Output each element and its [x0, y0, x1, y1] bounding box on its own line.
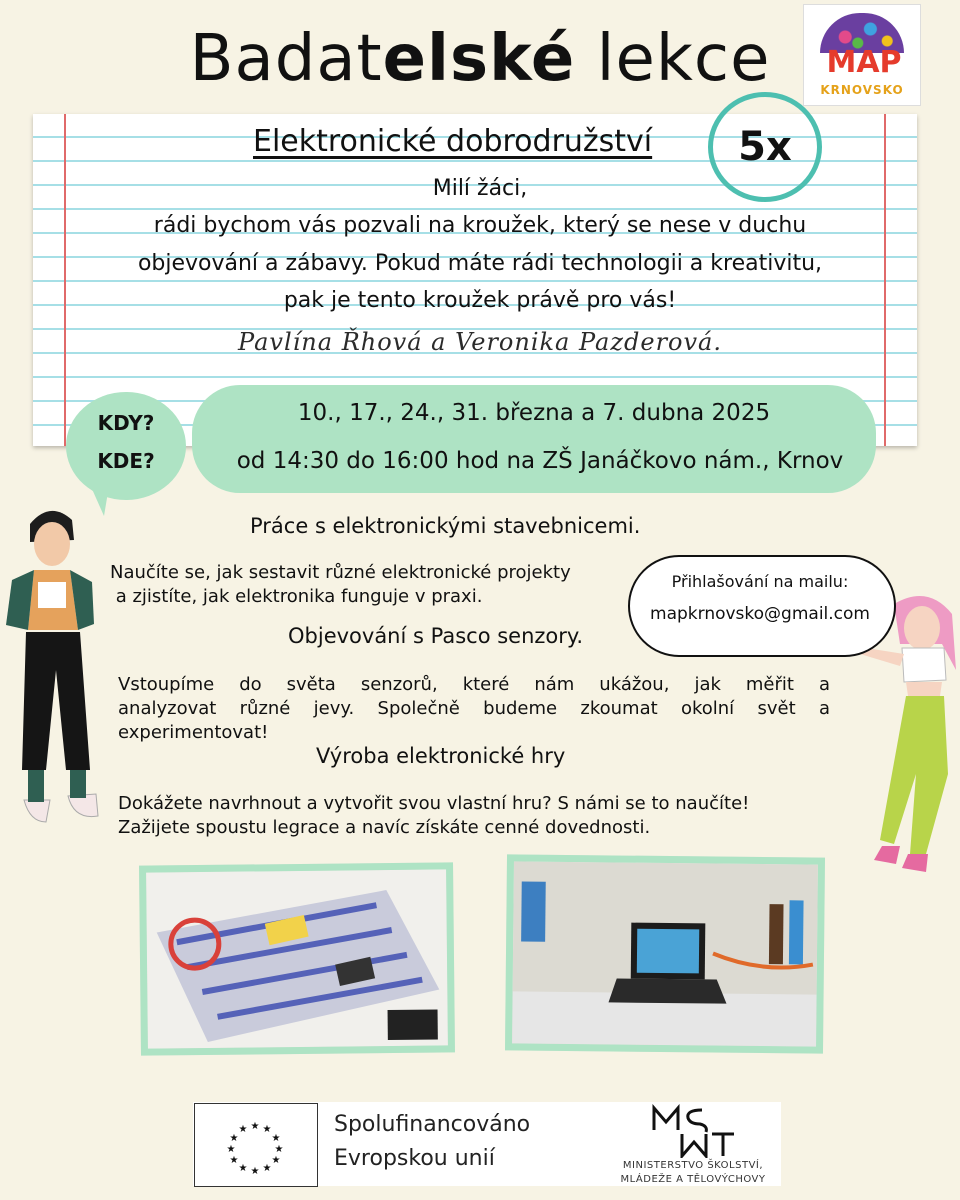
- section-text: Vstoupíme do světa senzorů, které nám ukážou, jak měřit a: [118, 674, 830, 695]
- svg-text:★: ★: [238, 1124, 248, 1135]
- section-text: Zažijete spoustu legrace a navíc získáte cenné dovednosti.: [118, 817, 651, 838]
- when-where-labels: [70, 404, 182, 480]
- msmt-text: MLÁDEŽE A TĚLOVÝCHOVY: [620, 1174, 766, 1185]
- svg-text:★: ★: [250, 1166, 260, 1177]
- section-text: experimentovat!: [118, 722, 269, 743]
- section-text: Naučíte se, jak sestavit různé elektronické projekty: [110, 562, 571, 583]
- section-title: Objevování s Pasco senzory.: [288, 624, 584, 648]
- msmt-text: MINISTERSTVO ŠKOLSTVÍ,: [622, 1160, 764, 1171]
- section-text: a zjistíte, jak elektronika funguje v praxi.: [110, 586, 483, 607]
- svg-text:★: ★: [274, 1144, 284, 1155]
- section-title: Výroba elektronické hry: [316, 744, 566, 768]
- when-label: KDY?: [97, 411, 155, 435]
- svg-text:★: ★: [229, 1155, 239, 1166]
- intro-greeting: Milí žáci,: [432, 176, 528, 201]
- svg-text:★: ★: [262, 1163, 272, 1174]
- svg-text:★: ★: [229, 1133, 239, 1144]
- logo-subtext: KRNOVSKO: [820, 83, 904, 97]
- msmt-logo-icon: [650, 1104, 738, 1158]
- svg-text:★: ★: [238, 1163, 248, 1174]
- section-title: Práce s elektronickými stavebnicemi.: [250, 514, 641, 538]
- map-krnovsko-logo: [803, 4, 921, 106]
- subtitle: Elektronické dobrodružství: [253, 124, 653, 159]
- section-text: Dokážete navrhnout a vytvořit svou vlastní hru? S námi se to naučíte!: [118, 793, 750, 814]
- page-title: Badatelské lekce: [189, 22, 771, 96]
- sessions-badge: 5x: [708, 92, 822, 202]
- intro-line: rádi bychom vás pozvali na kroužek, který se nese v duchu: [153, 213, 807, 238]
- where-label: KDE?: [97, 449, 155, 473]
- signup-email-link[interactable]: mapkrnovsko@gmail.com: [650, 604, 870, 624]
- svg-text:★: ★: [262, 1124, 272, 1135]
- dates-text: 10., 17., 24., 31. března a 7. dubna 2025: [297, 400, 771, 426]
- pasco-sensors-photo: [505, 854, 825, 1053]
- signup-label: Přihlašování na mailu:: [671, 572, 849, 591]
- eu-cofunded-text: Spolufinancováno: [334, 1112, 531, 1137]
- time-place-text: od 14:30 do 16:00 hod na ZŠ Janáčkovo nám., Krnov: [236, 448, 844, 474]
- svg-text:★: ★: [226, 1144, 236, 1155]
- eu-cofunded-text: Evropskou unií: [334, 1146, 495, 1171]
- svg-text:★: ★: [250, 1121, 260, 1132]
- intro-line: pak je tento kroužek právě pro vás!: [283, 288, 677, 313]
- paper-margin-right: [884, 114, 886, 446]
- boy-illustration: [0, 500, 115, 845]
- intro-line: objevování a zábavy. Pokud máte rádi technologii a kreativitu,: [137, 251, 823, 276]
- signature: Pavlína Řhová a Veronika Pazderová.: [238, 328, 722, 356]
- eu-flag-icon: [194, 1103, 318, 1187]
- svg-text:★: ★: [271, 1133, 281, 1144]
- paper-margin-left: [64, 114, 66, 446]
- electronics-kit-photo: [139, 862, 455, 1055]
- logo-text: MAP: [826, 45, 902, 80]
- section-text: analyzovat různé jevy. Společně budeme zkoumat okolní svět a: [118, 698, 830, 719]
- svg-text:★: ★: [271, 1155, 281, 1166]
